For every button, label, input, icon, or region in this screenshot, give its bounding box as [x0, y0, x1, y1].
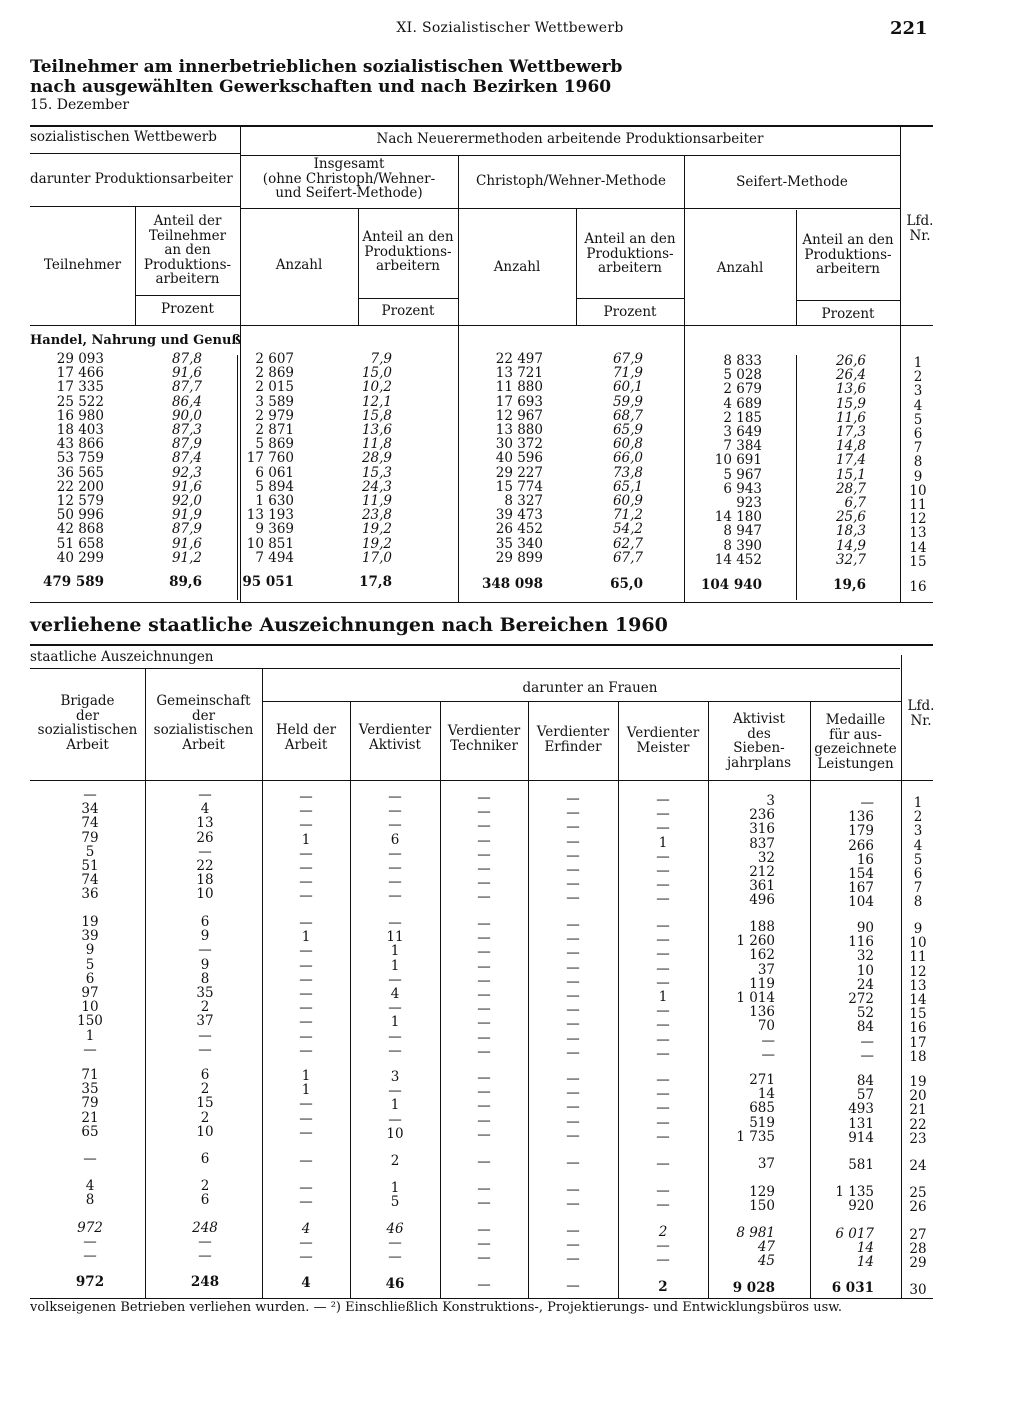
table2-vrule [145, 668, 146, 1298]
footnote: volkseigenen Betrieben verliehen wurden. — ²) Einschließlich Konstruktions-, Projektierungs- und Entwicklungsbüros usw. [30, 1300, 842, 1315]
t2-col-held: Held der Arbeit [275, 722, 337, 753]
t1-unit-prozent: Prozent [161, 301, 214, 317]
t2-block6-held: 4 — — [299, 1221, 313, 1266]
table1-title-line2: nach ausgewählten Gewerkschaften und nach Bezirken 1960 [30, 77, 612, 97]
t2-block5-verd-erfinder: — — [566, 1182, 580, 1213]
t1-unit-prozent: Prozent [821, 306, 875, 322]
t2-block1-medaille: — 136 179 266 16 154 167 104 [848, 795, 874, 911]
t2-block1-gemeinschaft: — 4 13 26 — 22 18 10 [196, 787, 214, 903]
t1-col-lfd: Lfd. Nr. [906, 213, 934, 244]
t1-col-data-sm-anteil: 26,6 26,4 13,6 15,9 11,6 17,3 14,8 17,4 15,1 28,7 6,7 25,6 18,3 14,9 32,7 [835, 353, 866, 568]
t2-block2-held: — 1 — — — — — — — — [299, 915, 313, 1059]
t2-total-gemeinschaft: 248 [190, 1274, 220, 1290]
t2-block4-gemeinschaft: 6 [200, 1151, 210, 1167]
t1-col-teilnehmer: Teilnehmer [43, 257, 122, 273]
t1-unit-prozent: Prozent [381, 303, 435, 319]
t2-total-medaille: 6 031 [831, 1280, 874, 1296]
t2-block1-brigade: — 34 74 79 5 51 74 36 [81, 787, 99, 903]
table2-vrule [708, 701, 709, 1298]
t1-total-ins-anteil: 17,8 [359, 574, 392, 590]
t2-col-verd-meister: Verdienter Meister [626, 725, 700, 756]
t2-block1-lfd: 1 2 3 4 5 6 7 8 [913, 795, 923, 911]
t1-unit-prozent: Prozent [603, 304, 657, 320]
t1-header-left-mid: darunter Produktionsarbeiter [30, 171, 233, 187]
t1-col-anzahl: Anzahl [493, 259, 541, 275]
running-head: XI. Sozialistischer Wettbewerb [396, 20, 624, 36]
t2-block4-medaille: 581 [848, 1157, 874, 1173]
t1-col-anzahl: Anzahl [716, 260, 764, 276]
t2-block1-aktivist: 3 236 316 837 32 212 361 496 [749, 793, 775, 909]
t1-col-data-ins-anzahl: 2 607 2 869 2 015 3 589 2 979 2 871 5 869 17 760 6 061 5 894 1 630 13 193 9 369 10 851 7 494 [246, 351, 294, 566]
t1-header-right-top: Nach Neuerermethoden arbeitende Produktionsarbeiter [376, 131, 764, 147]
t1-col-data-lfd: 1 2 3 4 5 6 7 8 9 10 11 12 13 14 15 [909, 355, 927, 570]
t2-col-medaille: Medaille für aus- gezeichnete Leistungen [814, 712, 897, 772]
t2-block6-verd-meister: 2 — — [656, 1224, 670, 1269]
t2-header-left-top: staatliche Auszeichnungen [30, 649, 214, 665]
table2-title: verliehene staatliche Auszeichnungen nach Bereichen 1960 [30, 614, 668, 636]
table2-rule [30, 668, 900, 669]
t1-col-anteil-prod: Anteil an den Produktions- arbeitern [362, 229, 454, 274]
t1-col-anteil-prod: Anteil an den Produktions- arbeitern [802, 232, 894, 277]
table1-rule [576, 298, 684, 299]
table1-top-rule [30, 125, 933, 127]
t1-group-christoph: Christoph/Wehner-Methode [475, 173, 666, 189]
t2-block2-verd-aktivist: — 11 1 1 — 4 — 1 — — [386, 915, 404, 1059]
t2-block6-brigade: 972 — — [77, 1220, 103, 1265]
t2-col-verd-erfinder: Verdienter Erfinder [536, 724, 610, 755]
t2-block5-medaille: 1 135 920 [835, 1184, 874, 1215]
t2-block3-verd-aktivist: 3 — 1 — 10 [386, 1069, 404, 1142]
t2-block4-verd-aktivist: 2 [390, 1153, 400, 1169]
t2-col-gemeinschaft: Gemeinschaft der sozialistischen Arbeit [153, 693, 254, 753]
t1-col-data-sm-anzahl: 8 833 5 028 2 679 4 689 2 185 3 649 7 384 10 691 5 967 6 943 923 14 180 8 947 8 390 14 452 [714, 353, 762, 568]
t2-block3-gemeinschaft: 6 2 15 2 10 [196, 1067, 214, 1140]
table1-rule [358, 298, 458, 299]
table2-vrule [901, 655, 902, 1298]
t2-block5-gemeinschaft: 2 6 [200, 1178, 210, 1209]
t2-block1-verd-aktivist: — — — 6 — — — — [388, 789, 402, 905]
t2-block2-verd-meister: — — — — — 1 — — — — [656, 918, 670, 1062]
t2-block4-held: — [299, 1153, 313, 1169]
t2-block4-verd-techniker: — [477, 1154, 491, 1170]
table1-vrule [684, 155, 685, 602]
t2-total-verd-meister: 2 [658, 1279, 668, 1295]
t2-col-lfd: Lfd. Nr. [907, 698, 935, 729]
t2-block2-verd-erfinder: — — — — — — — — — — [566, 917, 580, 1061]
t2-block5-aktivist: 129 150 [749, 1184, 775, 1215]
t1-total-anteil: 89,6 [169, 574, 202, 590]
table1-rule [30, 153, 240, 154]
t2-block3-verd-techniker: — — — — — [477, 1070, 491, 1143]
t2-block3-held: 1 1 — — — [299, 1068, 313, 1141]
t2-total-lfd: 30 [909, 1282, 927, 1298]
table1-header-bottom-rule [30, 325, 933, 326]
table1-vrule [237, 355, 238, 600]
t1-col-anteil-teilnehmer: Anteil der Teilnehmer an den Produktions- arbeitern [143, 213, 232, 287]
t1-group-seifert: Seifert-Methode [736, 174, 848, 190]
t2-block3-aktivist: 271 14 685 519 1 735 [736, 1072, 775, 1145]
t2-total-verd-techniker: — [477, 1277, 491, 1293]
t2-block6-verd-erfinder: — — — [566, 1223, 580, 1268]
t2-block1-verd-meister: — — — 1 — — — — [656, 792, 670, 908]
t1-col-data-anteil: 87,8 91,6 87,7 86,4 90,0 87,3 87,9 87,4 92,3 91,6 92,0 91,9 87,9 91,6 91,2 [171, 351, 202, 566]
t2-block5-verd-aktivist: 1 5 [390, 1180, 400, 1211]
t2-block4-brigade: — [83, 1151, 97, 1167]
t1-total-sm-anteil: 19,6 [833, 577, 866, 593]
t1-col-anteil-prod: Anteil an den Produktions- arbeitern [584, 231, 676, 276]
table1-title [30, 57, 622, 97]
t2-header-frauen: darunter an Frauen [522, 680, 658, 696]
table1-title-line1: Teilnehmer am innerbetrieblichen sozialistischen Wettbewerb [30, 57, 623, 77]
t2-col-verd-techniker: Verdienter Techniker [447, 723, 521, 754]
t2-block4-aktivist: 37 [757, 1156, 775, 1172]
t2-col-brigade: Brigade der sozialistischen Arbeit [37, 693, 138, 753]
table1-vrule [458, 155, 459, 602]
t2-total-verd-erfinder: — [566, 1278, 580, 1294]
t2-block4-lfd: 24 [909, 1158, 927, 1174]
t1-total-teilnehmer: 479 589 [42, 574, 104, 590]
t2-total-aktivist: 9 028 [732, 1280, 775, 1296]
t2-block5-verd-meister: — — [656, 1183, 670, 1214]
t1-total-sm-anzahl: 104 940 [700, 577, 762, 593]
t1-group-insgesamt: Insgesamt (ohne Christoph/Wehner- und Seifert-Methode) [262, 156, 436, 201]
t1-header-left-top: sozialistischen Wettbewerb [30, 129, 217, 145]
table2-rule [262, 701, 902, 702]
t2-block6-gemeinschaft: 248 — — [192, 1220, 218, 1265]
t1-col-data-teilnehmer: 29 093 17 466 17 335 25 522 16 980 18 403 43 866 53 759 36 565 22 200 12 579 50 996 42 868 51 658 40 299 [56, 351, 104, 566]
t2-total-brigade: 972 [75, 1274, 105, 1290]
table2-bottom-rule [30, 1298, 933, 1299]
table1-rule [240, 208, 900, 209]
t2-block5-verd-techniker: — — [477, 1181, 491, 1212]
table1-rule [135, 295, 240, 296]
t2-block3-verd-meister: — — — — — [656, 1072, 670, 1145]
t2-block5-lfd: 25 26 [909, 1185, 927, 1216]
t2-block3-lfd: 19 20 21 22 23 [909, 1074, 927, 1147]
t1-col-anzahl: Anzahl [275, 257, 323, 273]
t2-block1-verd-erfinder: — — — — — — — — [566, 791, 580, 907]
t1-total-lfd: 16 [909, 579, 927, 595]
t2-block1-verd-techniker: — — — — — — — — [477, 790, 491, 906]
t2-block2-lfd: 9 10 11 12 13 14 15 16 17 18 [909, 921, 927, 1065]
table1-bottom-rule [30, 602, 933, 603]
t2-total-held: 4 [301, 1275, 311, 1291]
t2-block5-brigade: 4 8 [85, 1178, 95, 1209]
t1-section-heading: Handel, Nahrung und Genuß [30, 333, 242, 348]
t2-col-aktivist-sieben: Aktivist des Sieben- jahrplans [726, 711, 791, 771]
t2-block6-verd-techniker: — — — [477, 1222, 491, 1267]
t1-col-data-ins-anteil: 7,9 15,0 10,2 12,1 15,8 13,6 11,8 28,9 15,3 24,3 11,9 23,8 19,2 19,2 17,0 [361, 351, 392, 566]
t2-block4-verd-meister: — [656, 1156, 670, 1172]
table2-top-rule [30, 644, 933, 646]
t1-col-data-cw-anteil: 67,9 71,9 60,1 59,9 68,7 65,9 60,8 66,0 73,8 65,1 60,9 71,2 54,2 62,7 67,7 [612, 351, 643, 566]
t2-block6-medaille: 6 017 14 14 [835, 1226, 874, 1271]
t1-total-cw-anzahl: 348 098 [481, 576, 543, 592]
t2-block2-medaille: 90 116 32 10 24 272 52 84 — — [848, 920, 874, 1064]
t1-total-ins-anzahl: 95 051 [242, 574, 294, 590]
t2-block3-verd-erfinder: — — — — — [566, 1071, 580, 1144]
t2-block2-gemeinschaft: 6 9 — 9 8 35 2 37 — — [196, 914, 214, 1058]
t2-block3-brigade: 71 35 79 21 65 [81, 1067, 99, 1140]
t2-block6-aktivist: 8 981 47 45 [736, 1225, 775, 1270]
t2-block2-aktivist: 188 1 260 162 37 119 1 014 136 70 — — [736, 919, 775, 1063]
t2-block6-lfd: 27 28 29 [909, 1227, 927, 1272]
t2-block6-verd-aktivist: 46 — — [386, 1221, 404, 1266]
t1-total-cw-anteil: 65,0 [610, 576, 643, 592]
t2-block1-held: — — — 1 — — — — [299, 789, 313, 905]
t2-block4-verd-erfinder: — [566, 1155, 580, 1171]
table1-rule [796, 300, 900, 301]
table1-vrule [900, 127, 901, 602]
table2-header-bottom-rule [30, 780, 933, 781]
table1-date: 15. Dezember [30, 97, 130, 113]
t2-total-verd-aktivist: 46 [385, 1276, 405, 1292]
t2-block2-brigade: 19 39 9 5 6 97 10 150 1 — [77, 914, 103, 1058]
table1-vrule [796, 355, 797, 600]
t2-block5-held: — — [299, 1180, 313, 1211]
page-number: 221 [890, 18, 928, 39]
t1-col-data-cw-anzahl: 22 497 13 721 11 880 17 693 12 967 13 880 30 372 40 596 29 227 15 774 8 327 39 473 26 452 35 340 29 899 [495, 351, 543, 566]
table2-vrule [810, 701, 811, 1298]
t2-col-verd-aktivist: Verdienter Aktivist [358, 722, 432, 753]
t2-block3-medaille: 84 57 493 131 914 [848, 1073, 874, 1146]
t2-block2-verd-techniker: — — — — — — — — — — [477, 916, 491, 1060]
